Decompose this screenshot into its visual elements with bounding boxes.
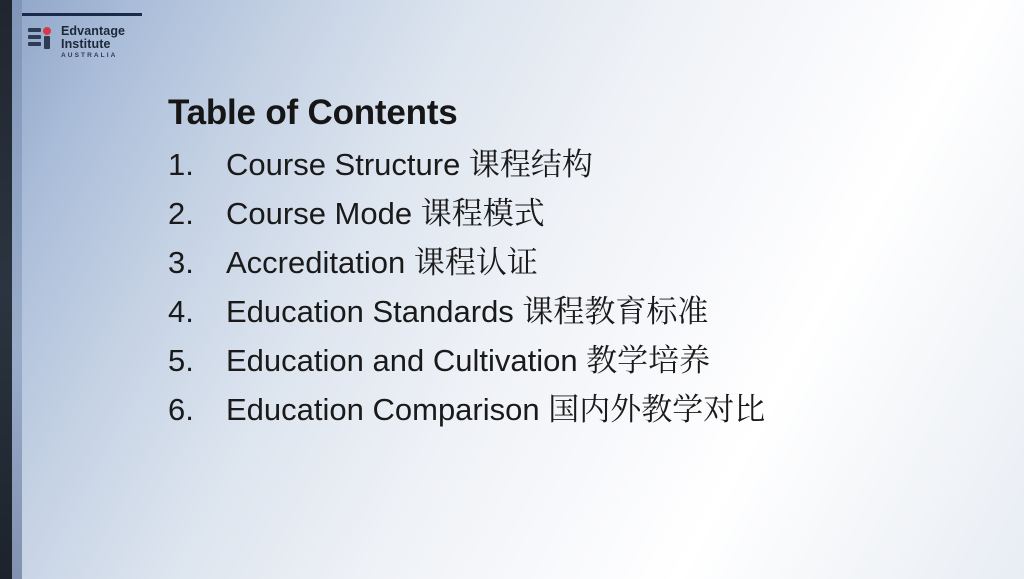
logo [28,24,125,59]
list-item-label: Course Mode 课程模式 [226,196,545,232]
page-title: Table of Contents [168,93,458,132]
logo-line-1: Edvantage [61,24,126,38]
left-edge-band-secondary [12,0,22,579]
list-item-label: Accreditation 课程认证 [226,245,538,281]
list-item-number: 5. [168,343,194,379]
list-item [168,337,978,386]
list-item-label: Education Standards 课程教育标准 [226,294,709,330]
list-item-number: 1. [168,147,194,183]
header-accent-rule [22,13,142,16]
list-item-label: Course Structure 课程结构 [226,147,593,183]
logo-line-2: Institute [61,36,111,51]
list-item [168,386,978,435]
list-item [168,288,978,337]
list-item-number: 2. [168,196,194,232]
list-item-label: Education Comparison 国内外教学对比 [226,392,766,428]
table-of-contents-list [168,141,978,435]
logo-line-3: AUSTRALIA [61,51,118,59]
list-item-number: 4. [168,294,194,330]
list-item [168,190,978,239]
list-item-label: Education and Cultivation 教学培养 [226,343,711,379]
edvantage-logo-icon [28,24,54,54]
list-item-number: 3. [168,245,194,281]
list-item-number: 6. [168,392,194,428]
slide-content [168,92,978,435]
left-edge-band [0,0,12,579]
list-item [168,141,978,190]
list-item [168,239,978,288]
logo-text [61,24,125,59]
